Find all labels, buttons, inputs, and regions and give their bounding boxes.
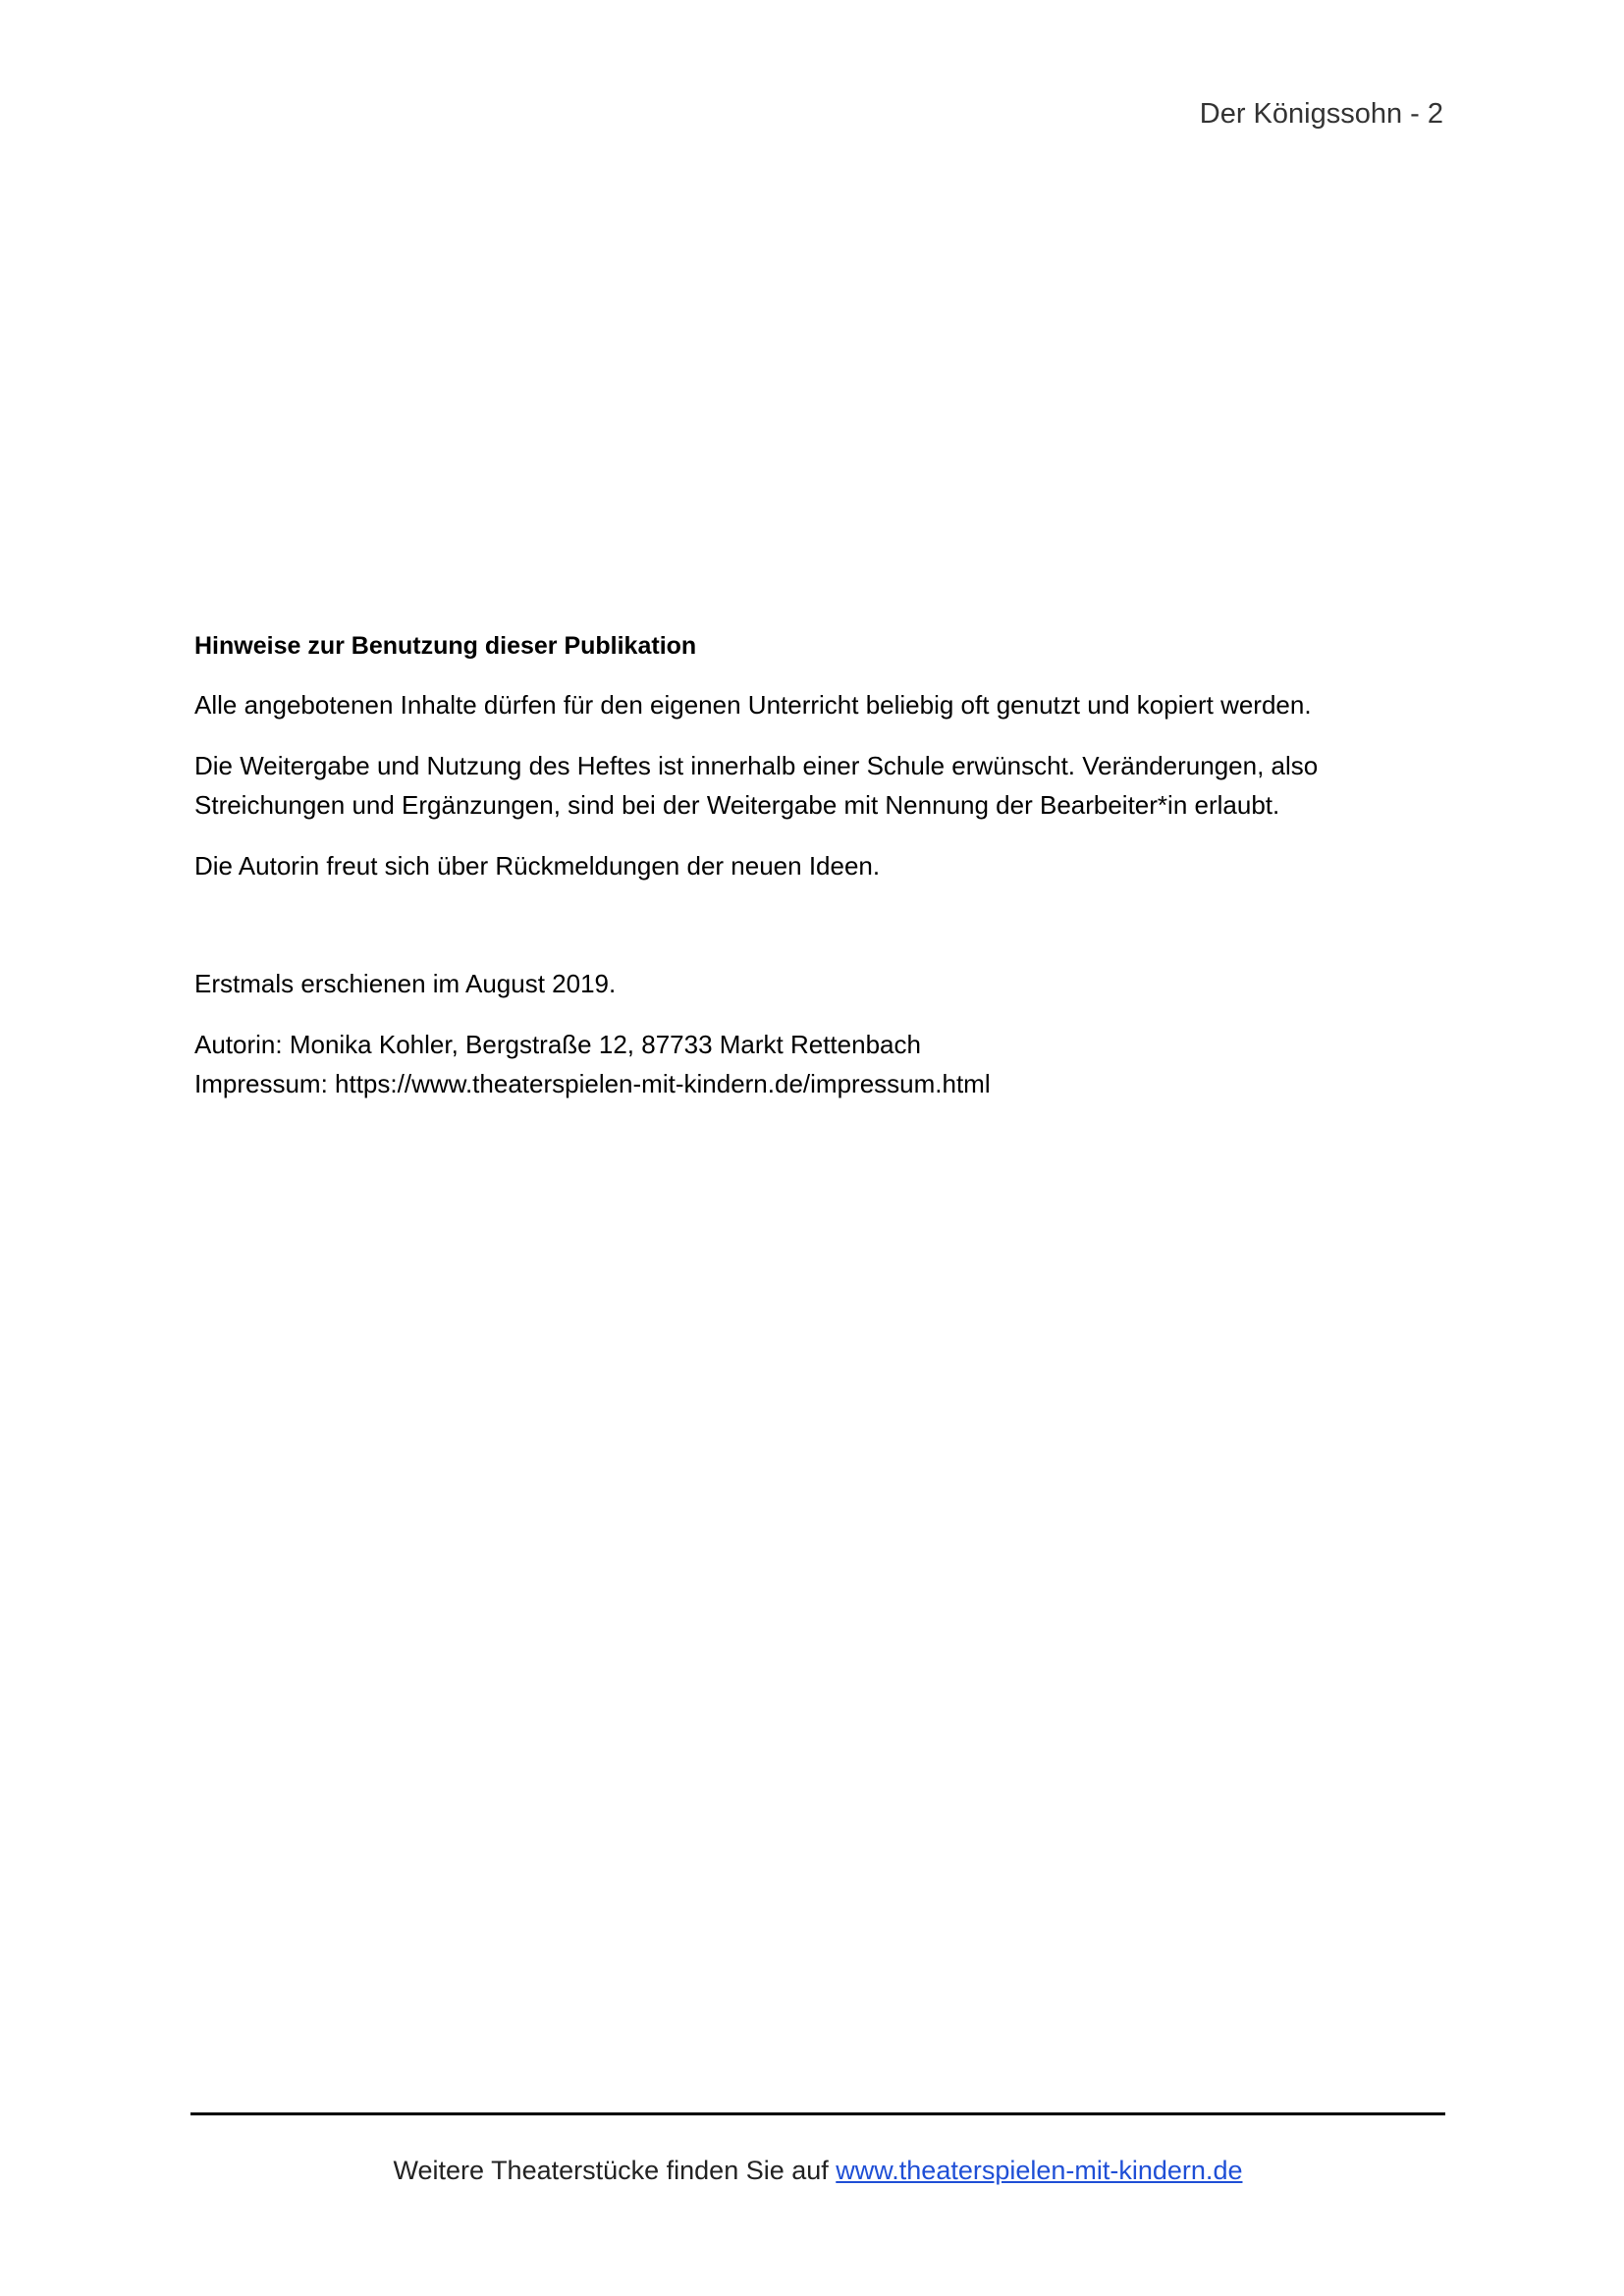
page-footer — [190, 2156, 1445, 2186]
footer-divider — [190, 2112, 1445, 2115]
first-published-note: Erstmals erschienen im August 2019. — [194, 969, 617, 998]
author-imprint-block — [194, 1025, 1461, 1103]
section-spacer — [194, 907, 1461, 964]
notice-heading: Hinweise zur Benutzung dieser Publikation — [194, 632, 697, 660]
footer-text: Weitere Theaterstücke finden Sie auf — [393, 2156, 837, 2185]
imprint-line: Impressum: https://www.theaterspielen-mit-kindern.de/impressum.html — [194, 1069, 991, 1098]
running-header-title: Der Königssohn - 2 — [1199, 98, 1443, 130]
notice-paragraph-feedback: Die Autorin freut sich über Rückmeldungen der neuen Ideen. — [194, 851, 881, 881]
footer-website-link[interactable]: www.theaterspielen-mit-kindern.de — [836, 2156, 1243, 2185]
notice-paragraph-usage: Alle angebotenen Inhalte dürfen für den eigenen Unterricht beliebig oft genutzt und kopiert werden. — [194, 690, 1312, 720]
notice-paragraph-distribution: Die Weitergabe und Nutzung des Heftes ist innerhalb einer Schule erwünscht. Veränderungen, also Streichungen und Ergänzungen, sind bei der Weitergabe mit Nennung der Bearbeiter*in erlaubt. — [194, 751, 1319, 820]
main-content — [194, 628, 1461, 1103]
author-line: Autorin: Monika Kohler, Bergstraße 12, 87733 Markt Rettenbach — [194, 1030, 921, 1059]
